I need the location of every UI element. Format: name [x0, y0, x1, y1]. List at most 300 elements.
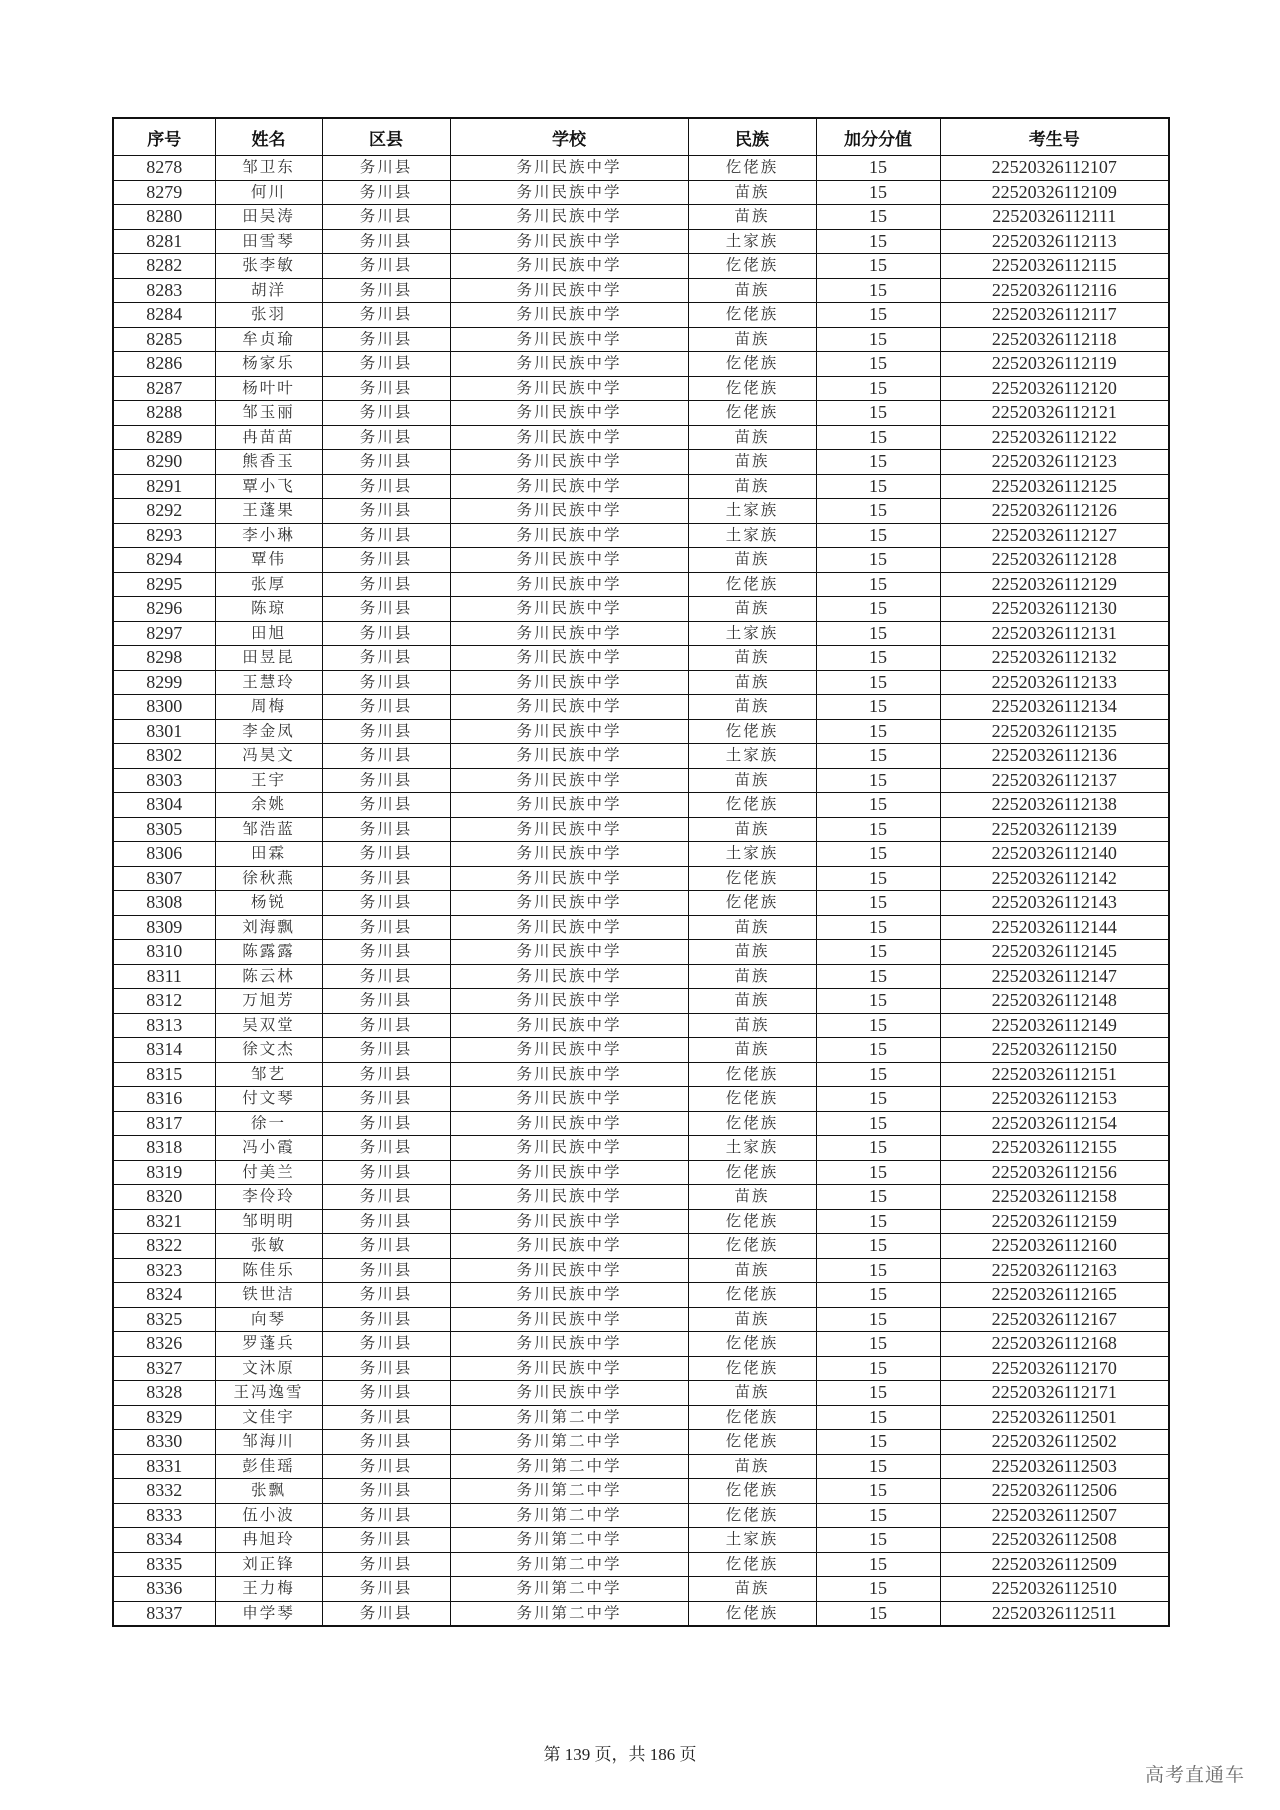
cell-name: 王宇 — [215, 768, 322, 793]
cell-name: 邹海川 — [215, 1430, 322, 1455]
cell-ethnicity: 苗族 — [688, 989, 816, 1014]
cell-ethnicity: 苗族 — [688, 327, 816, 352]
cell-county: 务川县 — [322, 670, 450, 695]
cell-ethnicity: 苗族 — [688, 768, 816, 793]
cell-index: 8301 — [113, 719, 215, 744]
cell-bonus-points: 15 — [816, 670, 940, 695]
cell-candidate-id: 22520326112117 — [940, 303, 1169, 328]
cell-county: 务川县 — [322, 1503, 450, 1528]
cell-bonus-points: 15 — [816, 1234, 940, 1259]
cell-county: 务川县 — [322, 842, 450, 867]
table-row — [113, 1062, 1169, 1087]
cell-name: 田旭 — [215, 621, 322, 646]
cell-county: 务川县 — [322, 1087, 450, 1112]
cell-index: 8305 — [113, 817, 215, 842]
cell-county: 务川县 — [322, 1209, 450, 1234]
cell-county: 务川县 — [322, 376, 450, 401]
table-row — [113, 1185, 1169, 1210]
cell-ethnicity: 苗族 — [688, 670, 816, 695]
table-row — [113, 156, 1169, 181]
cell-school: 务川第二中学 — [450, 1528, 688, 1553]
cell-name: 邹浩蓝 — [215, 817, 322, 842]
cell-county: 务川县 — [322, 964, 450, 989]
cell-ethnicity: 苗族 — [688, 964, 816, 989]
cell-candidate-id: 22520326112128 — [940, 548, 1169, 573]
cell-name: 陈佳乐 — [215, 1258, 322, 1283]
cell-candidate-id: 22520326112116 — [940, 278, 1169, 303]
cell-school: 务川民族中学 — [450, 940, 688, 965]
cell-index: 8279 — [113, 180, 215, 205]
cell-ethnicity: 仡佬族 — [688, 1087, 816, 1112]
column-header-bonus-points: 加分分值 — [816, 118, 940, 156]
cell-name: 邹艺 — [215, 1062, 322, 1087]
cell-candidate-id: 22520326112136 — [940, 744, 1169, 769]
cell-school: 务川民族中学 — [450, 793, 688, 818]
cell-index: 8287 — [113, 376, 215, 401]
cell-candidate-id: 22520326112149 — [940, 1013, 1169, 1038]
table-row — [113, 1136, 1169, 1161]
cell-bonus-points: 15 — [816, 866, 940, 891]
table-row — [113, 1160, 1169, 1185]
cell-bonus-points: 15 — [816, 278, 940, 303]
cell-index: 8327 — [113, 1356, 215, 1381]
cell-name: 牟贞瑜 — [215, 327, 322, 352]
cell-county: 务川县 — [322, 254, 450, 279]
cell-ethnicity: 仡佬族 — [688, 303, 816, 328]
cell-bonus-points: 15 — [816, 572, 940, 597]
cell-name: 徐文杰 — [215, 1038, 322, 1063]
cell-school: 务川民族中学 — [450, 1087, 688, 1112]
cell-candidate-id: 22520326112154 — [940, 1111, 1169, 1136]
cell-index: 8282 — [113, 254, 215, 279]
table-row — [113, 1577, 1169, 1602]
table-row — [113, 695, 1169, 720]
cell-ethnicity: 苗族 — [688, 180, 816, 205]
cell-index: 8310 — [113, 940, 215, 965]
cell-candidate-id: 22520326112168 — [940, 1332, 1169, 1357]
cell-candidate-id: 22520326112135 — [940, 719, 1169, 744]
cell-bonus-points: 15 — [816, 1479, 940, 1504]
cell-ethnicity: 仡佬族 — [688, 1503, 816, 1528]
cell-name: 刘海飘 — [215, 915, 322, 940]
cell-candidate-id: 22520326112155 — [940, 1136, 1169, 1161]
cell-bonus-points: 15 — [816, 621, 940, 646]
cell-ethnicity: 仡佬族 — [688, 572, 816, 597]
cell-bonus-points: 15 — [816, 915, 940, 940]
cell-bonus-points: 15 — [816, 1405, 940, 1430]
cell-index: 8302 — [113, 744, 215, 769]
cell-bonus-points: 15 — [816, 1307, 940, 1332]
table-row — [113, 719, 1169, 744]
cell-index: 8320 — [113, 1185, 215, 1210]
cell-county: 务川县 — [322, 1528, 450, 1553]
cell-county: 务川县 — [322, 1601, 450, 1626]
cell-county: 务川县 — [322, 1332, 450, 1357]
cell-candidate-id: 22520326112511 — [940, 1601, 1169, 1626]
cell-bonus-points: 15 — [816, 1185, 940, 1210]
cell-school: 务川民族中学 — [450, 1038, 688, 1063]
column-header-candidate-id: 考生号 — [940, 118, 1169, 156]
table-row — [113, 1283, 1169, 1308]
cell-school: 务川民族中学 — [450, 548, 688, 573]
cell-county: 务川县 — [322, 1405, 450, 1430]
cell-ethnicity: 苗族 — [688, 1013, 816, 1038]
cell-candidate-id: 22520326112167 — [940, 1307, 1169, 1332]
cell-ethnicity: 苗族 — [688, 548, 816, 573]
cell-school: 务川民族中学 — [450, 156, 688, 181]
cell-index: 8317 — [113, 1111, 215, 1136]
cell-ethnicity: 仡佬族 — [688, 1356, 816, 1381]
cell-school: 务川民族中学 — [450, 1013, 688, 1038]
cell-school: 务川民族中学 — [450, 450, 688, 475]
cell-index: 8331 — [113, 1454, 215, 1479]
cell-index: 8288 — [113, 401, 215, 426]
cell-name: 陈琼 — [215, 597, 322, 622]
cell-county: 务川县 — [322, 327, 450, 352]
cell-county: 务川县 — [322, 548, 450, 573]
cell-candidate-id: 22520326112153 — [940, 1087, 1169, 1112]
cell-index: 8322 — [113, 1234, 215, 1259]
cell-school: 务川民族中学 — [450, 425, 688, 450]
cell-bonus-points: 15 — [816, 744, 940, 769]
cell-index: 8278 — [113, 156, 215, 181]
cell-school: 务川民族中学 — [450, 891, 688, 916]
cell-county: 务川县 — [322, 1479, 450, 1504]
cell-index: 8334 — [113, 1528, 215, 1553]
table-row — [113, 915, 1169, 940]
cell-school: 务川民族中学 — [450, 1111, 688, 1136]
cell-name: 杨叶叶 — [215, 376, 322, 401]
table-row — [113, 842, 1169, 867]
cell-name: 徐一 — [215, 1111, 322, 1136]
cell-bonus-points: 15 — [816, 229, 940, 254]
cell-ethnicity: 苗族 — [688, 205, 816, 230]
cell-index: 8326 — [113, 1332, 215, 1357]
cell-school: 务川民族中学 — [450, 401, 688, 426]
cell-name: 陈露露 — [215, 940, 322, 965]
cell-name: 覃伟 — [215, 548, 322, 573]
cell-ethnicity: 苗族 — [688, 1577, 816, 1602]
cell-school: 务川第二中学 — [450, 1601, 688, 1626]
cell-candidate-id: 22520326112156 — [940, 1160, 1169, 1185]
cell-school: 务川民族中学 — [450, 1283, 688, 1308]
cell-ethnicity: 苗族 — [688, 1381, 816, 1406]
cell-candidate-id: 22520326112118 — [940, 327, 1169, 352]
cell-county: 务川县 — [322, 1283, 450, 1308]
cell-index: 8299 — [113, 670, 215, 695]
cell-ethnicity: 苗族 — [688, 695, 816, 720]
cell-school: 务川民族中学 — [450, 1160, 688, 1185]
cell-index: 8332 — [113, 1479, 215, 1504]
cell-index: 8321 — [113, 1209, 215, 1234]
cell-school: 务川民族中学 — [450, 1258, 688, 1283]
cell-candidate-id: 22520326112509 — [940, 1552, 1169, 1577]
table-row — [113, 474, 1169, 499]
cell-ethnicity: 仡佬族 — [688, 719, 816, 744]
cell-candidate-id: 22520326112147 — [940, 964, 1169, 989]
cell-ethnicity: 仡佬族 — [688, 1160, 816, 1185]
cell-school: 务川民族中学 — [450, 744, 688, 769]
cell-county: 务川县 — [322, 450, 450, 475]
cell-name: 张敏 — [215, 1234, 322, 1259]
cell-county: 务川县 — [322, 425, 450, 450]
cell-ethnicity: 仡佬族 — [688, 1601, 816, 1626]
cell-name: 张李敏 — [215, 254, 322, 279]
cell-school: 务川民族中学 — [450, 327, 688, 352]
cell-county: 务川县 — [322, 1356, 450, 1381]
cell-ethnicity: 土家族 — [688, 499, 816, 524]
cell-school: 务川第二中学 — [450, 1479, 688, 1504]
cell-bonus-points: 15 — [816, 1356, 940, 1381]
cell-candidate-id: 22520326112107 — [940, 156, 1169, 181]
cell-index: 8329 — [113, 1405, 215, 1430]
cell-county: 务川县 — [322, 695, 450, 720]
cell-school: 务川民族中学 — [450, 254, 688, 279]
cell-bonus-points: 15 — [816, 1332, 940, 1357]
cell-candidate-id: 22520326112109 — [940, 180, 1169, 205]
cell-index: 8312 — [113, 989, 215, 1014]
cell-index: 8281 — [113, 229, 215, 254]
cell-candidate-id: 22520326112137 — [940, 768, 1169, 793]
cell-name: 刘正锋 — [215, 1552, 322, 1577]
cell-school: 务川民族中学 — [450, 1062, 688, 1087]
column-header-county: 区县 — [322, 118, 450, 156]
cell-index: 8280 — [113, 205, 215, 230]
cell-bonus-points: 15 — [816, 695, 940, 720]
cell-index: 8297 — [113, 621, 215, 646]
cell-name: 张羽 — [215, 303, 322, 328]
cell-ethnicity: 土家族 — [688, 842, 816, 867]
cell-candidate-id: 22520326112139 — [940, 817, 1169, 842]
table-row — [113, 670, 1169, 695]
cell-name: 杨锐 — [215, 891, 322, 916]
cell-bonus-points: 15 — [816, 156, 940, 181]
cell-name: 邹明明 — [215, 1209, 322, 1234]
cell-school: 务川民族中学 — [450, 352, 688, 377]
column-header-index: 序号 — [113, 118, 215, 156]
cell-county: 务川县 — [322, 180, 450, 205]
cell-county: 务川县 — [322, 205, 450, 230]
cell-name: 余姚 — [215, 793, 322, 818]
cell-bonus-points: 15 — [816, 1601, 940, 1626]
cell-candidate-id: 22520326112508 — [940, 1528, 1169, 1553]
cell-candidate-id: 22520326112126 — [940, 499, 1169, 524]
cell-name: 王蓬果 — [215, 499, 322, 524]
page-number-text: 第 139 页，共 186 页 — [543, 1745, 697, 1764]
table-row — [113, 425, 1169, 450]
cell-index: 8291 — [113, 474, 215, 499]
cell-ethnicity: 仡佬族 — [688, 1209, 816, 1234]
cell-county: 务川县 — [322, 1013, 450, 1038]
cell-county: 务川县 — [322, 1038, 450, 1063]
cell-school: 务川民族中学 — [450, 695, 688, 720]
cell-bonus-points: 15 — [816, 719, 940, 744]
cell-name: 王慧玲 — [215, 670, 322, 695]
column-header-name: 姓名 — [215, 118, 322, 156]
cell-bonus-points: 15 — [816, 376, 940, 401]
table-body — [113, 156, 1169, 1627]
cell-name: 田昱昆 — [215, 646, 322, 671]
cell-county: 务川县 — [322, 817, 450, 842]
cell-name: 王力梅 — [215, 1577, 322, 1602]
cell-name: 付美兰 — [215, 1160, 322, 1185]
cell-bonus-points: 15 — [816, 817, 940, 842]
table-row — [113, 989, 1169, 1014]
cell-county: 务川县 — [322, 1454, 450, 1479]
column-header-ethnicity: 民族 — [688, 118, 816, 156]
cell-name: 邹玉丽 — [215, 401, 322, 426]
table-row — [113, 1601, 1169, 1626]
cell-school: 务川民族中学 — [450, 1209, 688, 1234]
cell-candidate-id: 22520326112122 — [940, 425, 1169, 450]
cell-county: 务川县 — [322, 523, 450, 548]
cell-name: 张飘 — [215, 1479, 322, 1504]
cell-ethnicity: 土家族 — [688, 744, 816, 769]
cell-school: 务川第二中学 — [450, 1503, 688, 1528]
cell-candidate-id: 22520326112170 — [940, 1356, 1169, 1381]
cell-bonus-points: 15 — [816, 474, 940, 499]
cell-name: 铁世洁 — [215, 1283, 322, 1308]
cell-county: 务川县 — [322, 1577, 450, 1602]
cell-name: 杨家乐 — [215, 352, 322, 377]
table-row — [113, 376, 1169, 401]
cell-county: 务川县 — [322, 1552, 450, 1577]
cell-ethnicity: 仡佬族 — [688, 1479, 816, 1504]
cell-name: 向琴 — [215, 1307, 322, 1332]
cell-county: 务川县 — [322, 1062, 450, 1087]
cell-county: 务川县 — [322, 401, 450, 426]
cell-index: 8290 — [113, 450, 215, 475]
cell-school: 务川第二中学 — [450, 1577, 688, 1602]
cell-county: 务川县 — [322, 1136, 450, 1161]
cell-school: 务川民族中学 — [450, 768, 688, 793]
cell-index: 8323 — [113, 1258, 215, 1283]
cell-county: 务川县 — [322, 229, 450, 254]
cell-ethnicity: 苗族 — [688, 940, 816, 965]
table-row — [113, 523, 1169, 548]
cell-candidate-id: 22520326112142 — [940, 866, 1169, 891]
cell-name: 彭佳瑶 — [215, 1454, 322, 1479]
cell-name: 覃小飞 — [215, 474, 322, 499]
cell-index: 8314 — [113, 1038, 215, 1063]
cell-ethnicity: 土家族 — [688, 621, 816, 646]
cell-county: 务川县 — [322, 621, 450, 646]
cell-county: 务川县 — [322, 891, 450, 916]
cell-candidate-id: 22520326112160 — [940, 1234, 1169, 1259]
cell-candidate-id: 22520326112123 — [940, 450, 1169, 475]
cell-bonus-points: 15 — [816, 254, 940, 279]
cell-index: 8308 — [113, 891, 215, 916]
table-row — [113, 278, 1169, 303]
cell-county: 务川县 — [322, 278, 450, 303]
cell-name: 周梅 — [215, 695, 322, 720]
cell-name: 申学琴 — [215, 1601, 322, 1626]
cell-bonus-points: 15 — [816, 1087, 940, 1112]
cell-name: 冉苗苗 — [215, 425, 322, 450]
cell-ethnicity: 苗族 — [688, 1038, 816, 1063]
cell-bonus-points: 15 — [816, 1209, 940, 1234]
table-row — [113, 1307, 1169, 1332]
cell-ethnicity: 仡佬族 — [688, 156, 816, 181]
cell-candidate-id: 22520326112121 — [940, 401, 1169, 426]
cell-candidate-id: 22520326112134 — [940, 695, 1169, 720]
table-row — [113, 1258, 1169, 1283]
cell-candidate-id: 22520326112119 — [940, 352, 1169, 377]
table-row — [113, 254, 1169, 279]
cell-name: 田雪琴 — [215, 229, 322, 254]
table-row — [113, 891, 1169, 916]
cell-bonus-points: 15 — [816, 499, 940, 524]
cell-candidate-id: 22520326112113 — [940, 229, 1169, 254]
cell-bonus-points: 15 — [816, 940, 940, 965]
cell-bonus-points: 15 — [816, 401, 940, 426]
cell-ethnicity: 仡佬族 — [688, 352, 816, 377]
cell-county: 务川县 — [322, 572, 450, 597]
cell-bonus-points: 15 — [816, 768, 940, 793]
cell-index: 8306 — [113, 842, 215, 867]
cell-ethnicity: 苗族 — [688, 450, 816, 475]
cell-candidate-id: 22520326112132 — [940, 646, 1169, 671]
table-row — [113, 1038, 1169, 1063]
cell-bonus-points: 15 — [816, 1503, 940, 1528]
cell-ethnicity: 仡佬族 — [688, 1552, 816, 1577]
cell-index: 8309 — [113, 915, 215, 940]
cell-county: 务川县 — [322, 646, 450, 671]
candidate-bonus-table — [112, 117, 1170, 1627]
cell-bonus-points: 15 — [816, 1111, 940, 1136]
cell-name: 陈云林 — [215, 964, 322, 989]
cell-bonus-points: 15 — [816, 646, 940, 671]
cell-index: 8286 — [113, 352, 215, 377]
cell-index: 8296 — [113, 597, 215, 622]
table-row — [113, 450, 1169, 475]
cell-candidate-id: 22520326112502 — [940, 1430, 1169, 1455]
cell-ethnicity: 仡佬族 — [688, 1405, 816, 1430]
cell-index: 8336 — [113, 1577, 215, 1602]
table-row — [113, 1381, 1169, 1406]
cell-index: 8303 — [113, 768, 215, 793]
cell-candidate-id: 22520326112148 — [940, 989, 1169, 1014]
cell-county: 务川县 — [322, 1160, 450, 1185]
cell-candidate-id: 22520326112127 — [940, 523, 1169, 548]
cell-name: 邹卫东 — [215, 156, 322, 181]
cell-school: 务川民族中学 — [450, 989, 688, 1014]
watermark-text: 高考直通车 — [1145, 1764, 1246, 1786]
table-row — [113, 1356, 1169, 1381]
cell-bonus-points: 15 — [816, 205, 940, 230]
cell-ethnicity: 苗族 — [688, 474, 816, 499]
cell-ethnicity: 苗族 — [688, 1454, 816, 1479]
cell-county: 务川县 — [322, 474, 450, 499]
cell-school: 务川民族中学 — [450, 1332, 688, 1357]
cell-name: 吴双堂 — [215, 1013, 322, 1038]
cell-school: 务川民族中学 — [450, 866, 688, 891]
cell-school: 务川民族中学 — [450, 376, 688, 401]
table-row — [113, 229, 1169, 254]
cell-candidate-id: 22520326112507 — [940, 1503, 1169, 1528]
cell-bonus-points: 15 — [816, 1454, 940, 1479]
cell-candidate-id: 22520326112133 — [940, 670, 1169, 695]
cell-bonus-points: 15 — [816, 1038, 940, 1063]
cell-name: 文沐原 — [215, 1356, 322, 1381]
cell-bonus-points: 15 — [816, 1136, 940, 1161]
cell-school: 务川民族中学 — [450, 1234, 688, 1259]
cell-bonus-points: 15 — [816, 964, 940, 989]
cell-school: 务川民族中学 — [450, 842, 688, 867]
cell-candidate-id: 22520326112165 — [940, 1283, 1169, 1308]
cell-index: 8318 — [113, 1136, 215, 1161]
cell-school: 务川民族中学 — [450, 499, 688, 524]
